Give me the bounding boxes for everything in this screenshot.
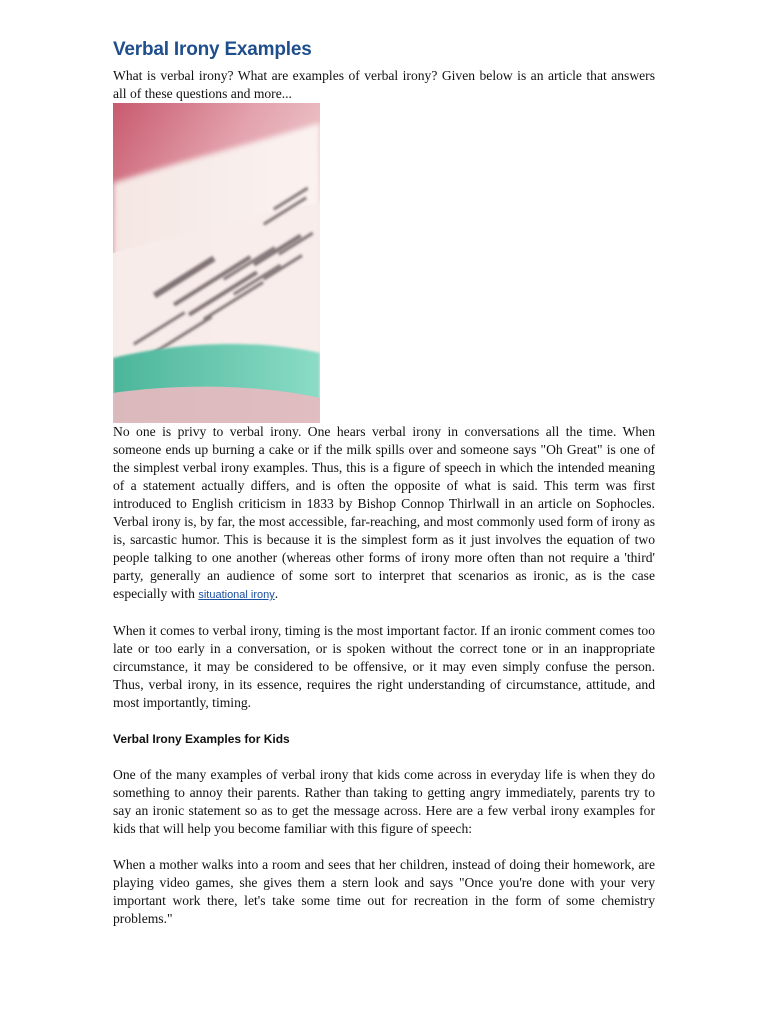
spacer [113,838,655,856]
photo-icon [113,103,320,423]
section-heading: Verbal Irony Examples for Kids [113,732,290,746]
paragraph-definition [113,423,655,604]
paragraph-example: When a mother walks into a room and sees that her children, instead of doing their homework, are playing video games, she gives them a stern look and says "Once you're done with your very important work there, let's take some time out for recreation in the form of some chemistry problems." [113,857,655,926]
article-intro: What is verbal irony? What are examples of verbal irony? Given below is an article that answers all of these questions and more... [113,68,655,101]
paragraph-timing: When it comes to verbal irony, timing is the most important factor. If an ironic comment comes too late or too early in a conversation, or is spoken without the correct tone or in an inappropriate circumstance, it may be considered to be offensive, or it may even simply confuse the person. Thus, verbal irony, in its essence, requires the right understanding of circumstance, attitude, and most importantly, timing. [113,623,655,710]
paragraph-kids: One of the many examples of verbal irony that kids come across in everyday life is when they do something to annoy their parents. Rather than taking to getting angry immediately, parents try to say an ironic statement so as to get the message across. Here are a few verbal irony examples for kids that will help you become familiar with this figure of speech: [113,767,655,836]
paragraph-definition-text: No one is privy to verbal irony. One hears verbal irony in conversations all the time. When someone ends up burning a cake or if the milk spills over and someone says "Oh Great" is one of the simplest verbal irony examples. Thus, this is a figure of speech in which the intended meaning of a statement actually differs, and is often the opposite of what is said. This term was first introduced to English criticism in 1833 by Bishop Connop Thirlwall in an article on Sophocles. Verbal irony is, by far, the most accessible, far-reaching, and most commonly used form of irony as is, sarcastic humor. This is because it is the simplest form as it just involves the equation of two people talking to one another (whereas other forms of irony more often than not require a 'third' party, generally an audience of some sort to interpret that scenarios as ironic, as is the case especially with [113,424,655,601]
spacer [113,712,655,730]
dictionary-photo [113,103,320,423]
article-title: Verbal Irony Examples [113,39,312,60]
paragraph-definition-end: . [274,586,279,601]
spacer [113,604,655,622]
spacer [113,748,655,766]
situational-irony-link[interactable]: situational irony [198,589,275,601]
article [113,38,655,928]
